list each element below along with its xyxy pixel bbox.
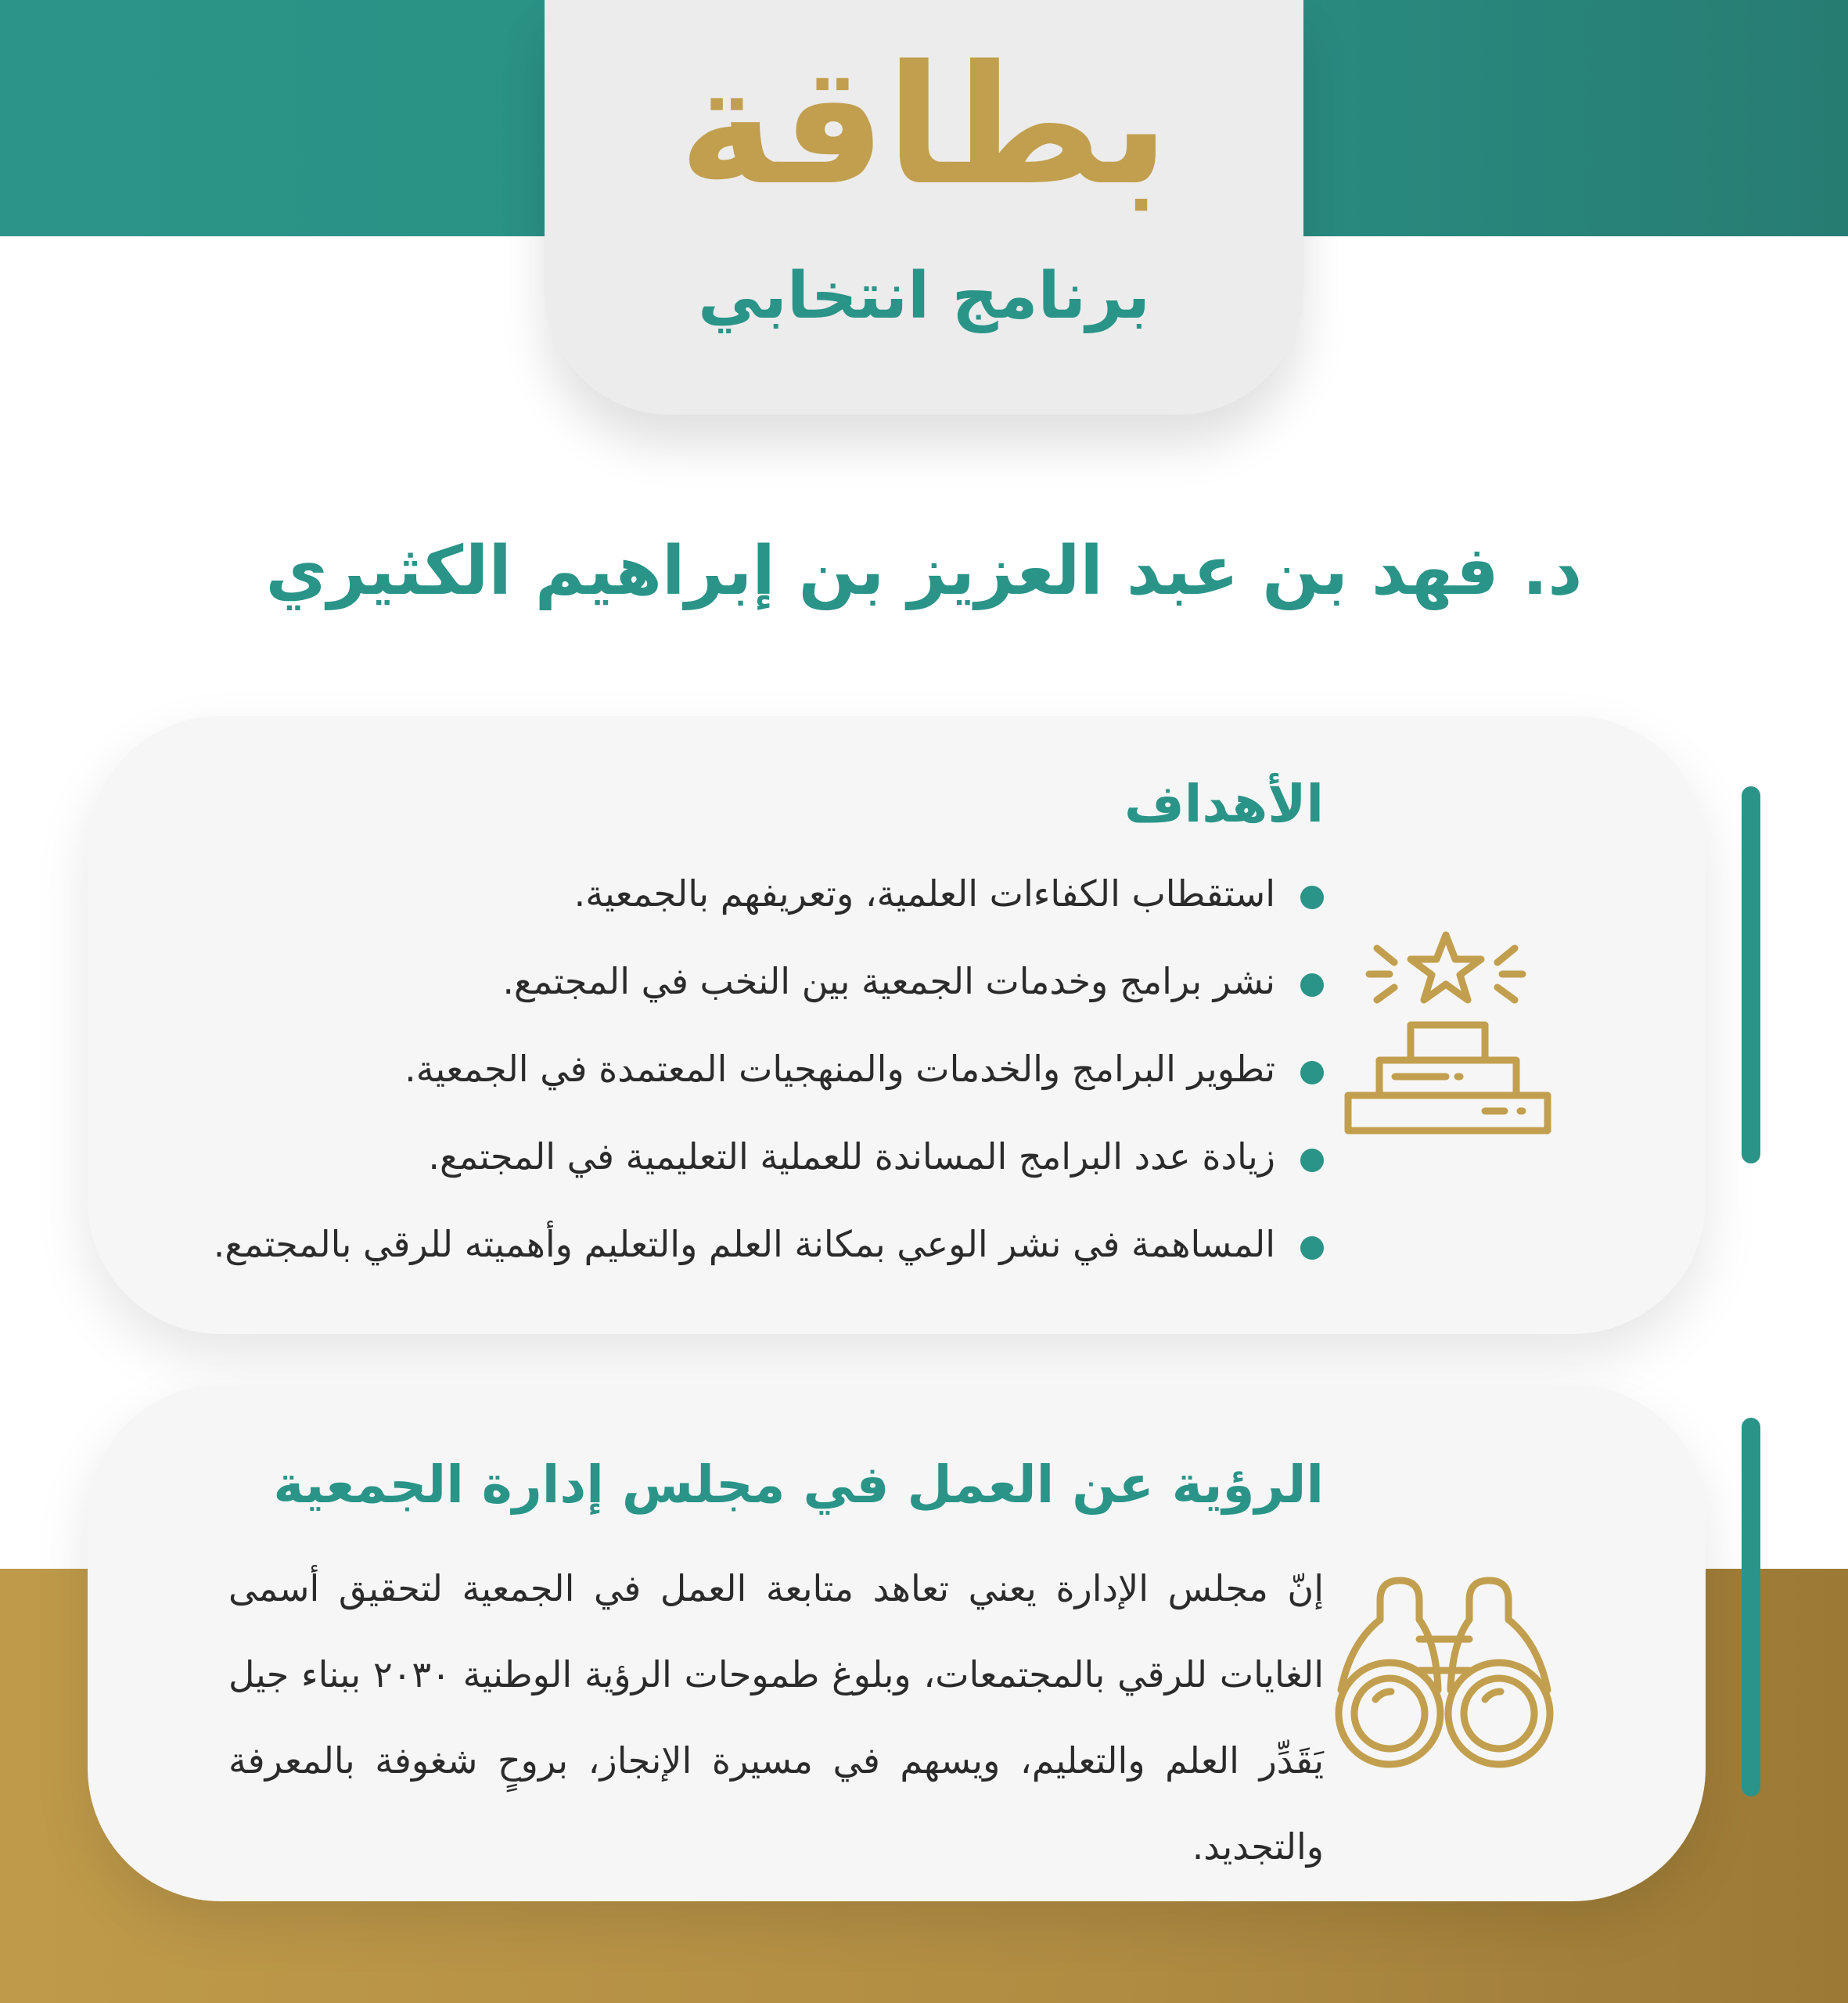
page-title: بطاقة (678, 30, 1170, 221)
goals-list (214, 868, 1324, 1307)
goal-item (214, 1131, 1324, 1219)
goal-item-text: نشر برامج وخدمات الجمعية بين النخب في المجتمع. (502, 960, 1275, 1002)
goal-item-text: تطوير البرامج والخدمات والمنهجيات المعتمدة في الجمعية. (404, 1048, 1275, 1090)
bullet-dot-icon (1300, 1149, 1324, 1172)
goal-item-text: استقطاب الكفاءات العلمية، وتعريفهم بالجمعية. (573, 872, 1275, 915)
goals-accent-bar (1742, 786, 1760, 1163)
goal-item (214, 868, 1324, 956)
bullet-dot-icon (1300, 973, 1324, 997)
goal-item (214, 1044, 1324, 1131)
goals-heading: الأهداف (1124, 774, 1324, 834)
title-tab (545, 0, 1303, 415)
podium-star-icon (1328, 845, 1563, 1158)
vision-heading: الرؤية عن العمل في مجلس إدارة الجمعية (273, 1455, 1324, 1515)
bullet-dot-icon (1300, 1061, 1324, 1084)
goal-item-text: المساهمة في نشر الوعي بمكانة العلم والتعليم وأهميته للرقي بالمجتمع. (213, 1223, 1275, 1265)
bullet-dot-icon (1300, 1236, 1324, 1260)
binoculars-icon (1319, 1455, 1569, 1784)
goal-item (214, 956, 1324, 1044)
candidate-name: د. فهد بن عبد العزيز بن إبراهيم الكثيري (265, 532, 1583, 610)
goal-item-text: زيادة عدد البرامج المساندة للعملية التعليمية في المجتمع. (428, 1135, 1275, 1178)
bullet-dot-icon (1300, 886, 1324, 909)
vision-paragraph: إنّ مجلس الإدارة يعني تعاهد متابعة العمل في الجمعية لتحقيق أسمى الغايات للرقي بالمجتمعات، وبلوغ طموحات الرؤية الوطنية ٢٠٣٠ ببناء جيل يَقَدِّر العلم والتعليم، ويسهم في مسيرة الإنجاز، بروحٍ شغوفة بالمعرفة والتجديد. (228, 1567, 1324, 1868)
page-subtitle: برنامج انتخابي (698, 259, 1150, 333)
vision-accent-bar (1742, 1418, 1760, 1796)
goal-item (214, 1219, 1324, 1307)
